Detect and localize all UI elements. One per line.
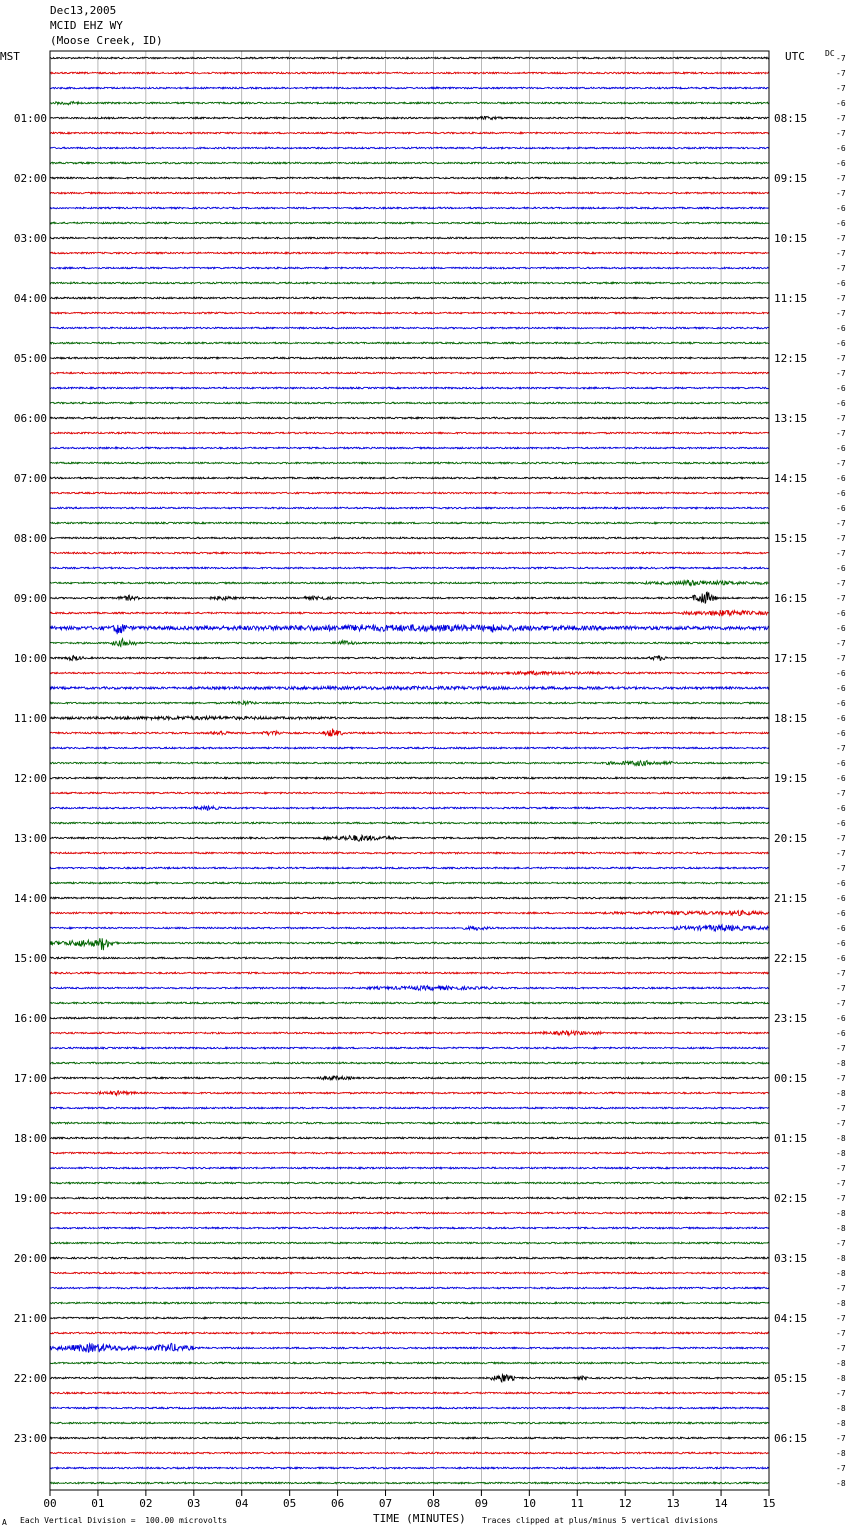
trace-line xyxy=(50,237,769,239)
left-hour-label: 19:00 xyxy=(13,1192,47,1205)
dc-offset-label: -7 xyxy=(836,1119,846,1128)
trace-line xyxy=(50,462,769,464)
trace-line xyxy=(50,177,769,179)
dc-offset-label: -6 xyxy=(836,624,846,633)
trace-line xyxy=(50,1437,769,1439)
dc-offset-label: -7 xyxy=(836,1314,846,1323)
dc-offset-label: -8 xyxy=(836,1419,846,1428)
clip-note: Traces clipped at plus/minus 5 vertical divisions xyxy=(482,1516,719,1525)
dc-offset-label: -6 xyxy=(836,444,846,453)
dc-offset-label: -6 xyxy=(836,774,846,783)
dc-offset-label: -7 xyxy=(836,1239,846,1248)
dc-offset-label: -6 xyxy=(836,879,846,888)
right-hour-label: 04:15 xyxy=(774,1312,808,1325)
right-hour-label: 13:15 xyxy=(774,412,808,425)
trace-line xyxy=(50,686,769,689)
right-hour-label: 21:15 xyxy=(774,892,808,905)
trace-line xyxy=(50,580,769,586)
dc-offset-label: -6 xyxy=(836,954,846,963)
dc-offset-label: -7 xyxy=(836,189,846,198)
right-hour-label: 19:15 xyxy=(774,772,808,785)
dc-offset-label: -7 xyxy=(836,1329,846,1338)
dc-offset-label: -6 xyxy=(836,804,846,813)
left-hour-label: 13:00 xyxy=(13,832,47,845)
trace-line xyxy=(50,372,769,374)
dc-offset-label: -8 xyxy=(836,1059,846,1068)
right-hour-label: 22:15 xyxy=(774,952,808,965)
x-tick-label: 14 xyxy=(714,1497,728,1510)
trace-line xyxy=(50,957,769,959)
right-hour-label: 10:15 xyxy=(774,232,808,245)
dc-offset-label: -6 xyxy=(836,759,846,768)
dc-offset-label: -7 xyxy=(836,639,846,648)
trace-line xyxy=(50,1076,769,1080)
trace-line xyxy=(50,1137,769,1139)
trace-line xyxy=(50,1392,769,1394)
trace-line xyxy=(50,132,769,134)
right-hour-label: 09:15 xyxy=(774,172,808,185)
x-tick-label: 00 xyxy=(43,1497,57,1510)
dc-offset-label: -6 xyxy=(836,324,846,333)
dc-offset-label: -7 xyxy=(836,294,846,303)
dc-offset-label: -7 xyxy=(836,84,846,93)
dc-offset-label: -6 xyxy=(836,99,846,108)
trace-line xyxy=(50,972,769,974)
trace-line xyxy=(50,477,769,479)
left-hour-label: 06:00 xyxy=(13,412,47,425)
dc-offset-label: -6 xyxy=(836,159,846,168)
dc-offset-label: -6 xyxy=(836,384,846,393)
x-tick-label: 08 xyxy=(426,1497,441,1510)
trace-line xyxy=(50,492,769,494)
dc-offset-label: -6 xyxy=(836,144,846,153)
dc-offset-label: -6 xyxy=(836,684,846,693)
trace-line xyxy=(50,552,769,554)
dc-offset-label: -6 xyxy=(836,474,846,483)
left-hour-label: 17:00 xyxy=(13,1072,47,1085)
trace-line xyxy=(50,87,769,89)
dc-offset-label: -8 xyxy=(836,1404,846,1413)
dc-offset-label: -8 xyxy=(836,1149,846,1158)
trace-line xyxy=(50,102,769,105)
dc-offset-label: -7 xyxy=(836,174,846,183)
trace-line xyxy=(50,910,769,915)
trace-line xyxy=(50,701,769,705)
trace-line xyxy=(50,1107,769,1109)
dc-offset-label: -8 xyxy=(836,1299,846,1308)
trace-line xyxy=(50,162,769,164)
x-tick-label: 09 xyxy=(474,1497,489,1510)
x-tick-label: 12 xyxy=(618,1497,632,1510)
dc-offset-label: -7 xyxy=(836,249,846,258)
trace-line xyxy=(50,1047,769,1049)
dc-offset-label: -7 xyxy=(836,354,846,363)
dc-offset-label: -7 xyxy=(836,369,846,378)
left-hour-label: 01:00 xyxy=(13,112,47,125)
left-hour-label: 14:00 xyxy=(13,892,47,905)
dc-offset-label: -7 xyxy=(836,459,846,468)
trace-line xyxy=(50,312,769,314)
trace-line xyxy=(50,252,769,254)
trace-line xyxy=(50,822,769,824)
dc-offset-label: -7 xyxy=(836,654,846,663)
dc-label: DC xyxy=(825,49,835,58)
trace-line xyxy=(50,655,769,660)
x-tick-label: 04 xyxy=(235,1497,249,1510)
left-hour-label: 04:00 xyxy=(13,292,47,305)
dc-offset-label: -8 xyxy=(836,1089,846,1098)
dc-offset-label: -7 xyxy=(836,849,846,858)
dc-offset-label: -6 xyxy=(836,1014,846,1023)
x-tick-label: 13 xyxy=(666,1497,680,1510)
trace-line xyxy=(50,624,769,634)
trace-line xyxy=(50,147,769,149)
left-hour-label: 21:00 xyxy=(13,1312,47,1325)
trace-line xyxy=(50,1375,769,1382)
right-hour-label: 02:15 xyxy=(774,1192,808,1205)
trace-line xyxy=(50,729,769,737)
trace-line xyxy=(50,1182,769,1184)
right-hour-label: 08:15 xyxy=(774,112,808,125)
scale-note: Each Vertical Division = 100.00 microvolts xyxy=(20,1516,228,1525)
trace-line xyxy=(50,1257,769,1259)
x-tick-label: 10 xyxy=(522,1497,536,1510)
dc-offset-label: -6 xyxy=(836,939,846,948)
trace-line xyxy=(50,1017,769,1019)
trace-line xyxy=(50,432,769,434)
trace-line xyxy=(50,1002,769,1004)
dc-offset-label: -8 xyxy=(836,1254,846,1263)
trace-line xyxy=(50,897,769,899)
dc-offset-label: -7 xyxy=(836,264,846,273)
trace-line xyxy=(50,1332,769,1334)
dc-offset-label: -7 xyxy=(836,579,846,588)
left-hour-label: 10:00 xyxy=(13,652,47,665)
right-hour-label: 17:15 xyxy=(774,652,808,665)
dc-offset-label: -7 xyxy=(836,414,846,423)
trace-line xyxy=(50,1317,769,1319)
dc-offset-label: -8 xyxy=(836,1374,846,1383)
left-hour-label: 22:00 xyxy=(13,1372,47,1385)
dc-offset-label: -7 xyxy=(836,1389,846,1398)
right-hour-label: 20:15 xyxy=(774,832,808,845)
trace-line xyxy=(50,1287,769,1289)
dc-offset-label: -7 xyxy=(836,1164,846,1173)
dc-offset-label: -6 xyxy=(836,399,846,408)
trace-line xyxy=(50,1062,769,1064)
dc-offset-label: -7 xyxy=(836,999,846,1008)
trace-line xyxy=(50,867,769,869)
dc-offset-label: -6 xyxy=(836,894,846,903)
left-timezone-label: MST xyxy=(0,50,20,63)
x-tick-label: 15 xyxy=(762,1497,776,1510)
right-hour-label: 23:15 xyxy=(774,1012,808,1025)
dc-offset-label: -7 xyxy=(836,309,846,318)
trace-line xyxy=(50,639,769,647)
left-hour-label: 11:00 xyxy=(13,712,47,725)
dc-offset-label: -6 xyxy=(836,819,846,828)
dc-offset-label: -7 xyxy=(836,69,846,78)
trace-line xyxy=(50,1302,769,1304)
trace-line xyxy=(50,1482,769,1484)
trace-line xyxy=(50,747,769,749)
trace-line xyxy=(50,1227,769,1229)
trace-line xyxy=(50,192,769,194)
dc-offset-label: -7 xyxy=(836,864,846,873)
trace-line xyxy=(50,57,769,59)
dc-offset-label: -7 xyxy=(836,519,846,528)
trace-line xyxy=(50,297,769,299)
dc-offset-label: -6 xyxy=(836,564,846,573)
trace-line xyxy=(50,925,769,931)
dc-offset-label: -6 xyxy=(836,729,846,738)
dc-offset-label: -7 xyxy=(836,1464,846,1473)
left-hour-label: 08:00 xyxy=(13,532,47,545)
trace-line xyxy=(50,592,769,604)
trace-line xyxy=(50,835,769,841)
trace-line xyxy=(50,357,769,359)
trace-line xyxy=(50,716,769,720)
dc-offset-label: -7 xyxy=(836,54,846,63)
dc-offset-label: -7 xyxy=(836,234,846,243)
dc-offset-label: -6 xyxy=(836,279,846,288)
trace-line xyxy=(50,282,769,284)
trace-line xyxy=(50,522,769,524)
dc-offset-label: -8 xyxy=(836,1359,846,1368)
x-tick-label: 06 xyxy=(330,1497,345,1510)
left-hour-label: 09:00 xyxy=(13,592,47,605)
left-hour-label: 05:00 xyxy=(13,352,47,365)
trace-line xyxy=(50,327,769,329)
trace-line xyxy=(50,1167,769,1169)
dc-offset-label: -6 xyxy=(836,714,846,723)
right-hour-label: 16:15 xyxy=(774,592,808,605)
trace-line xyxy=(50,986,769,991)
left-hour-label: 12:00 xyxy=(13,772,47,785)
trace-line xyxy=(50,447,769,449)
dc-offset-label: -7 xyxy=(836,1434,846,1443)
dc-offset-label: -7 xyxy=(836,1044,846,1053)
dc-offset-label: -7 xyxy=(836,834,846,843)
left-hour-label: 18:00 xyxy=(13,1132,47,1145)
trace-line xyxy=(50,938,769,950)
trace-line xyxy=(50,207,769,209)
dc-offset-label: -7 xyxy=(836,114,846,123)
dc-offset-label: -6 xyxy=(836,909,846,918)
dc-offset-label: -6 xyxy=(836,924,846,933)
trace-line xyxy=(50,806,769,810)
trace-line xyxy=(50,1122,769,1124)
trace-line xyxy=(50,1152,769,1154)
right-hour-label: 14:15 xyxy=(774,472,808,485)
dc-offset-label: -8 xyxy=(836,1269,846,1278)
dc-offset-label: -6 xyxy=(836,489,846,498)
trace-line xyxy=(50,417,769,419)
dc-offset-label: -6 xyxy=(836,699,846,708)
right-hour-label: 05:15 xyxy=(774,1372,808,1385)
dc-offset-label: -6 xyxy=(836,1029,846,1038)
left-hour-label: 07:00 xyxy=(13,472,47,485)
right-hour-label: 01:15 xyxy=(774,1132,808,1145)
trace-line xyxy=(50,267,769,269)
x-axis-label: TIME (MINUTES) xyxy=(373,1512,466,1525)
chart-date: Dec13,2005 xyxy=(50,4,117,17)
dc-offset-label: -7 xyxy=(836,1344,846,1353)
trace-line xyxy=(50,567,769,569)
dc-offset-label: -7 xyxy=(836,129,846,138)
trace-line xyxy=(50,761,769,766)
dc-offset-label: -7 xyxy=(836,1074,846,1083)
dc-offset-label: -7 xyxy=(836,1179,846,1188)
left-hour-label: 02:00 xyxy=(13,172,47,185)
right-timezone-label: UTC xyxy=(785,50,805,63)
trace-line xyxy=(50,1407,769,1409)
right-hour-label: 15:15 xyxy=(774,532,808,545)
dc-offset-label: -7 xyxy=(836,594,846,603)
x-tick-label: 05 xyxy=(283,1497,297,1510)
x-tick-label: 03 xyxy=(187,1497,201,1510)
trace-line xyxy=(50,222,769,224)
dc-offset-label: -8 xyxy=(836,1134,846,1143)
right-hour-label: 06:15 xyxy=(774,1432,808,1445)
dc-offset-label: -7 xyxy=(836,789,846,798)
dc-offset-label: -6 xyxy=(836,219,846,228)
trace-line xyxy=(50,1031,769,1036)
trace-line xyxy=(50,507,769,509)
dc-offset-label: -7 xyxy=(836,969,846,978)
trace-line xyxy=(50,1091,769,1096)
trace-line xyxy=(50,72,769,74)
x-tick-label: 02 xyxy=(139,1497,153,1510)
right-hour-label: 11:15 xyxy=(774,292,808,305)
trace-line xyxy=(50,1197,769,1199)
dc-offset-label: -7 xyxy=(836,549,846,558)
trace-line xyxy=(50,1452,769,1454)
trace-line xyxy=(50,852,769,854)
left-hour-label: 20:00 xyxy=(13,1252,47,1265)
right-hour-label: 00:15 xyxy=(774,1072,808,1085)
dc-offset-label: -6 xyxy=(836,504,846,513)
trace-line xyxy=(50,387,769,389)
corner-mark: A xyxy=(2,1518,7,1527)
dc-offset-label: -6 xyxy=(836,669,846,678)
chart-location: (Moose Creek, ID) xyxy=(50,34,163,47)
trace-line xyxy=(50,792,769,794)
dc-offset-label: -8 xyxy=(836,1209,846,1218)
dc-offset-label: -7 xyxy=(836,1284,846,1293)
dc-offset-label: -7 xyxy=(836,744,846,753)
left-hour-label: 03:00 xyxy=(13,232,47,245)
dc-offset-label: -8 xyxy=(836,1449,846,1458)
trace-line xyxy=(50,537,769,539)
left-hour-label: 15:00 xyxy=(13,952,47,965)
dc-offset-label: -6 xyxy=(836,204,846,213)
chart-station: MCID EHZ WY xyxy=(50,19,123,32)
trace-line xyxy=(50,1212,769,1214)
right-hour-label: 18:15 xyxy=(774,712,808,725)
dc-offset-label: -6 xyxy=(836,609,846,618)
trace-line xyxy=(50,1422,769,1424)
trace-line xyxy=(50,1467,769,1469)
trace-group xyxy=(50,57,769,1484)
trace-line xyxy=(50,1272,769,1274)
dc-offset-label: -7 xyxy=(836,1104,846,1113)
dc-offset-label: -6 xyxy=(836,339,846,348)
left-hour-label: 16:00 xyxy=(13,1012,47,1025)
dc-offset-label: -7 xyxy=(836,429,846,438)
x-tick-label: 01 xyxy=(91,1497,105,1510)
dc-offset-label: -7 xyxy=(836,534,846,543)
trace-line xyxy=(50,402,769,404)
dc-offset-label: -8 xyxy=(836,1479,846,1488)
right-hour-label: 12:15 xyxy=(774,352,808,365)
trace-line xyxy=(50,671,769,675)
trace-line xyxy=(50,610,769,616)
dc-offset-label: -8 xyxy=(836,1224,846,1233)
trace-line xyxy=(50,116,769,119)
dc-offset-label: -7 xyxy=(836,984,846,993)
trace-line xyxy=(50,1242,769,1244)
trace-line xyxy=(50,1362,769,1364)
trace-line xyxy=(50,1343,769,1352)
trace-line xyxy=(50,777,769,779)
trace-line xyxy=(50,342,769,344)
right-hour-label: 03:15 xyxy=(774,1252,808,1265)
trace-line xyxy=(50,882,769,884)
x-tick-label: 07 xyxy=(378,1497,393,1510)
dc-offset-label: -7 xyxy=(836,1194,846,1203)
x-tick-label: 11 xyxy=(570,1497,584,1510)
left-hour-label: 23:00 xyxy=(13,1432,47,1445)
